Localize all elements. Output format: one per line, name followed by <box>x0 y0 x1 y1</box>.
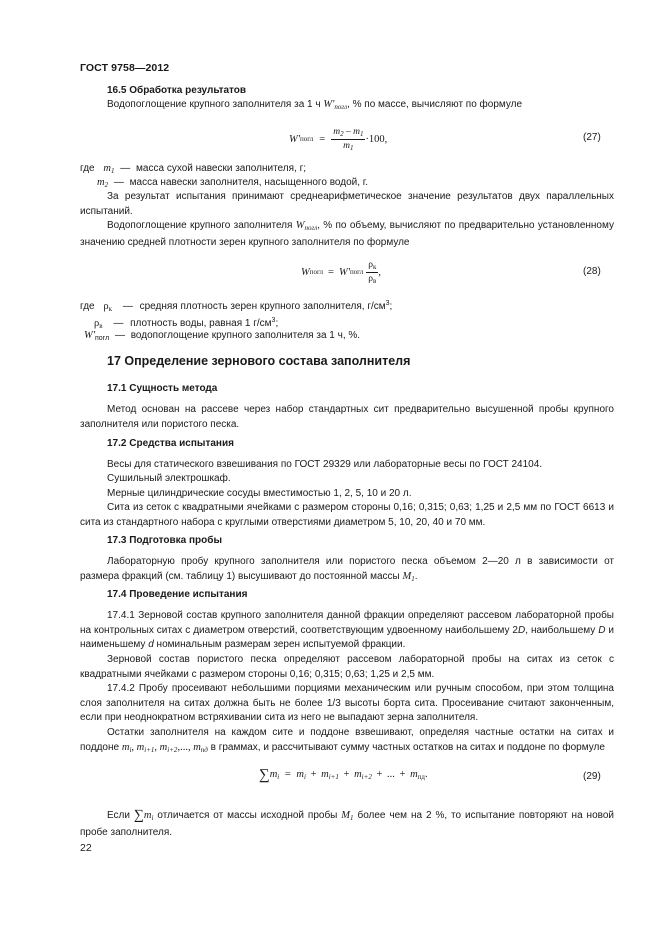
paragraph-17-3 <box>80 555 614 586</box>
var-m: m <box>353 126 360 137</box>
sum-sign: ∑ <box>259 767 270 783</box>
var-m: m <box>333 126 341 137</box>
comma: , <box>154 741 158 753</box>
sub-i-plus-2: i+2 <box>361 773 372 781</box>
comma: , <box>177 741 181 753</box>
equation-number-29: (29) <box>583 771 601 782</box>
var-m: m <box>103 163 111 174</box>
equation-number-28: (28) <box>583 266 601 277</box>
ellipsis: ... <box>387 769 395 780</box>
sub-i: i <box>277 773 280 781</box>
formula-27-fraction <box>331 127 365 152</box>
paragraph-17-2-scales: Весы для статического взвешивания по ГОСТ 29329 или лабораторные весы по ГОСТ 24104. <box>107 459 543 470</box>
sub-k: к <box>108 305 113 313</box>
var-d-capital: D <box>598 624 606 636</box>
text: , % по объему, вычисляют по предварительно установленному значению средней плотности зерен крупного заполнителя по формуле <box>80 220 614 248</box>
var-m: m <box>269 769 278 780</box>
formula-28 <box>301 256 381 288</box>
var-m: m <box>321 769 329 780</box>
section-heading-17-4: 17.4 Проведение испытания <box>107 589 248 600</box>
plus-sign: + <box>376 769 383 780</box>
sub-pogl: погл <box>95 335 110 342</box>
equals-sign: = <box>328 266 334 278</box>
section-heading-17-1: 17.1 Сущность метода <box>107 383 218 394</box>
fraction-numerator <box>331 127 365 140</box>
where-label: где <box>80 301 95 312</box>
paragraph-17-4-1 <box>80 609 614 653</box>
rho: ρ <box>368 259 373 270</box>
sub-i: i <box>151 814 154 822</box>
sub-pogl: погл <box>304 224 318 232</box>
sub-pogl: погл <box>349 268 364 276</box>
intro-text-a: Водопоглощение крупного заполнителя за 1 ч <box>107 99 321 110</box>
paragraph-residues <box>80 726 614 757</box>
text: 17.4.1 Зерновой состав крупного заполнителя данной фракции определяют рассевом лабораторной пробы на контрольных ситах с диаметром отверстий, соответствующим удвоенному наибольшему 2 <box>80 610 614 636</box>
paragraph-17-2-sieves: Сита из сеток с квадратными ячейками с размером стороны 0,16; 0,315; 0,63; 1,25 и 2,5 мм по ГОСТ 6613 и сита из стандартного набора с круглыми отверстиями диаметром 5, 10, 20, 40 и 70 мм. <box>80 502 614 528</box>
var-w-prime <box>84 330 95 341</box>
var-m: m <box>159 741 168 753</box>
var-capital-m: M <box>402 570 412 582</box>
fraction-denominator <box>331 140 365 152</box>
fraction-denominator <box>366 273 378 285</box>
sub-1: 1 <box>350 143 354 152</box>
comma: , <box>378 266 381 278</box>
ellipsis: ..., <box>180 741 191 753</box>
dash: — <box>113 177 124 188</box>
text: Если <box>107 810 130 821</box>
definition-text: средняя плотность зерен крупного заполнителя, г/см <box>139 301 386 312</box>
sum-mi <box>134 810 154 821</box>
var-m: m <box>410 769 418 780</box>
where-label: где <box>80 163 95 174</box>
sub-1: 1 <box>359 129 364 138</box>
sub-i-plus-2: i+2 <box>167 745 178 754</box>
sub-pd: пд <box>200 745 208 754</box>
sub-v: в <box>373 276 377 285</box>
equals-sign: = <box>284 769 291 780</box>
sub-i-plus-1: i+1 <box>328 773 339 781</box>
dash: — <box>114 330 125 341</box>
page-number: 22 <box>80 842 92 854</box>
dash: — <box>120 163 131 174</box>
sub-k: к <box>372 262 377 271</box>
times-100: ·100, <box>365 133 388 145</box>
var-w: W <box>295 220 305 231</box>
var-m: m <box>296 769 305 780</box>
var-rho-v <box>94 318 103 329</box>
text: Остатки заполнителя на каждом сите и поддоне взвешивают, определяя частные остатки на ситах и поддоне <box>80 727 614 753</box>
sum-sign: ∑ <box>133 808 144 823</box>
plus-sign: + <box>310 769 317 780</box>
section-heading-17-2: 17.2 Средства испытания <box>107 438 234 449</box>
var-m: m <box>354 769 362 780</box>
sub-v: в <box>99 322 103 330</box>
var-m1 <box>103 163 114 174</box>
paragraph-sand: Зерновой состав пористого песка определяют рассевом лабораторной пробы на ситах из сеток с квадратными ячейками с размером стороны 0,16; 0,315; 0,63; 1,25 и 2,5 мм. <box>80 654 614 680</box>
var-rho-k <box>103 301 112 312</box>
var-m: m <box>193 741 201 753</box>
sup-3: 3 <box>271 317 276 324</box>
var-w: W <box>301 266 310 278</box>
sub-2: 2 <box>104 181 109 189</box>
var-w: W <box>323 99 333 110</box>
paragraph-result: За результат испытания принимают среднеарифметическое значение результатов двух параллельных испытаний. <box>80 191 614 217</box>
text: , наибольшему <box>525 624 596 636</box>
var-w-pogl <box>296 220 317 231</box>
var-d: d <box>148 639 154 651</box>
formula-28-fraction <box>366 260 378 285</box>
semicolon: ; <box>275 318 279 329</box>
fraction-numerator <box>366 260 378 273</box>
plus-sign: + <box>343 769 350 780</box>
paragraph-16-5-intro <box>107 98 522 115</box>
section-heading-17: 17 Определение зернового состава заполнителя <box>107 354 411 368</box>
equals-sign: = <box>319 133 326 145</box>
paragraph-17-1: Метод основан на рассеве через набор стандартных сит предварительно высушенной пробы крупного заполнителя или пористого песка. <box>80 404 614 430</box>
var-m: m <box>97 177 105 188</box>
formula-28-wprime <box>339 267 350 278</box>
plus-sign: + <box>399 769 406 780</box>
var-m: m <box>136 741 145 753</box>
sub-2: 2 <box>340 129 344 138</box>
var-w: W <box>289 133 298 145</box>
formula-27-lhs <box>289 134 300 145</box>
document-header: ГОСТ 9758—2012 <box>80 62 170 74</box>
residue-sequence <box>122 742 208 753</box>
paragraph-volume <box>80 219 614 250</box>
definition-text: плотность воды, равная 1 г/см <box>130 318 272 329</box>
definition-text: масса навески заполнителя, насыщенного водой, г. <box>129 177 368 188</box>
var-d-capital: D <box>518 624 526 636</box>
paragraph-17-2-cylinders: Мерные цилиндрические сосуды вместимостью 1, 2, 5, 10 и 20 л. <box>107 488 412 499</box>
section-heading-16-5: 16.5 Обработка результатов <box>107 85 247 96</box>
var-m: m <box>143 810 152 821</box>
paragraph-17-4-2: 17.4.2 Пробу просеивают небольшими порциями механическим или ручным способом, при этом толщина слоя заполнителя на ситах должна быть не более 1/3 высоты борта сита. Просеивание считают законченным, если при неоднократном встряхивании сита из него не выпадают зерна заполнителя. <box>80 683 614 724</box>
period: . <box>414 570 418 582</box>
var-m2 <box>97 177 108 188</box>
intro-text-b: , % по массе, вычисляют по формуле <box>347 99 523 110</box>
var-m1-capital <box>341 810 353 821</box>
var-w: W <box>84 330 93 341</box>
text: Водопоглощение крупного заполнителя <box>107 220 293 231</box>
definition-text: масса сухой навески заполнителя, г; <box>136 163 306 174</box>
sub-1: 1 <box>411 574 415 583</box>
sub-pd: пд <box>417 773 425 781</box>
var-m: m <box>121 741 130 753</box>
sub-pogl: погл <box>309 268 324 276</box>
section-heading-17-3: 17.3 Подготовка пробы <box>107 535 222 546</box>
minus-sign: – <box>345 126 351 137</box>
sub-1: 1 <box>350 814 354 822</box>
dash: — <box>122 301 133 312</box>
var-m: m <box>343 140 350 151</box>
var-capital-m: M <box>341 810 351 821</box>
text: более чем на 2 %, то испытание повторяют на новой пробе заполнителя. <box>80 810 614 838</box>
rho: ρ <box>94 318 100 329</box>
prime-mark: ' <box>332 99 335 110</box>
comma: , <box>131 741 135 753</box>
text: отличается от массы исходной пробы <box>157 810 338 821</box>
rho: ρ <box>103 301 109 312</box>
prime-mark: ' <box>347 266 350 278</box>
prime-mark: ' <box>297 133 300 145</box>
formula-29 <box>259 767 428 784</box>
sub-i: i <box>129 745 132 754</box>
var-m1-capital <box>402 571 414 582</box>
text: номинальным размерам зерен испытуемой фракции. <box>156 639 406 651</box>
formula-27 <box>289 124 387 154</box>
text: в граммах, и рассчитывают сумму частных остатков на ситах и поддоне по формуле <box>210 741 605 753</box>
prime-mark: ' <box>92 330 95 341</box>
text: Лабораторную пробу крупного заполнителя или пористого песка объемом 2—20 л в зависимости от размера фракций (см. таблицу 1) высушивают до постоянной массы <box>80 556 614 582</box>
sup-3: 3 <box>385 300 390 307</box>
sub-i-plus-1: i+1 <box>144 745 155 754</box>
text: и наименьшему <box>80 624 614 651</box>
var-w-prime <box>323 99 347 110</box>
dash: — <box>113 318 124 329</box>
definition-text: водопоглощение крупного заполнителя за 1 ч, %. <box>130 330 361 341</box>
sub-1: 1 <box>110 167 115 175</box>
equation-number-27: (27) <box>583 132 601 143</box>
sub-i: i <box>304 773 306 781</box>
paragraph-17-2-oven: Сушильный электрошкаф. <box>107 473 231 484</box>
paragraph-repeat-test <box>80 809 614 840</box>
sub-pogl: погл <box>334 103 348 111</box>
period: . <box>424 769 428 780</box>
sub-pogl: погл <box>300 135 314 143</box>
semicolon: ; <box>389 301 393 312</box>
rho: ρ <box>368 273 373 284</box>
var-w: W <box>338 266 348 278</box>
definition-w-prime <box>84 329 360 347</box>
